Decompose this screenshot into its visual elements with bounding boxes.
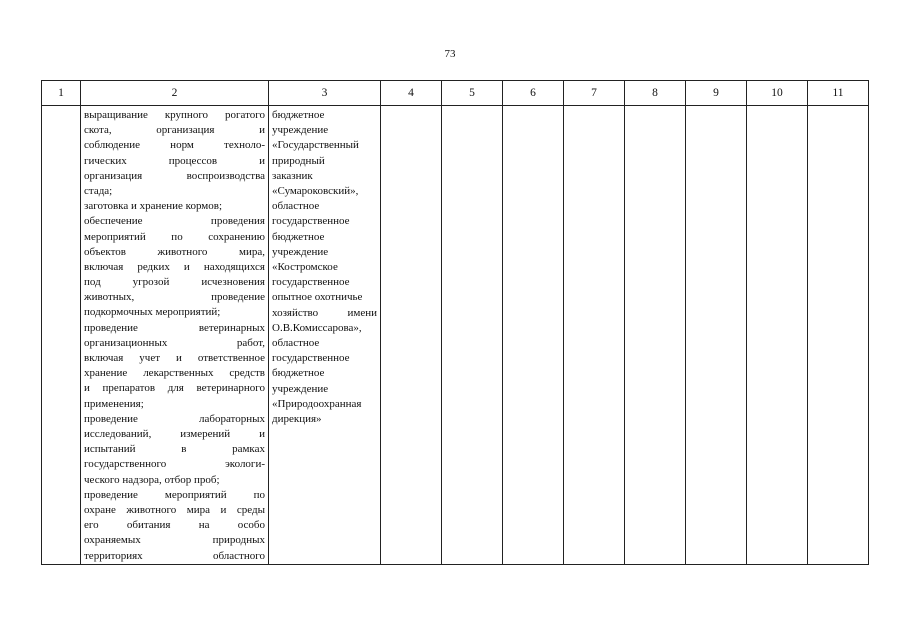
text-line: заготовка и хранение кормов; [84,200,223,213]
text-line: дирекция» [272,413,322,426]
text-line: проведение мероприятий по [84,488,265,501]
text-line: государственного экологи- [84,458,265,471]
column-header-9: 9 [686,81,747,106]
column-header-1: 1 [42,81,81,106]
page-number: 73 [444,48,456,60]
text-line: природный [272,154,325,167]
text-line: гических процессов и [84,154,265,167]
text-line: государственное [272,352,350,365]
text-line: животных, проведение [84,291,265,304]
text-line: выращивание крупного рогатого [84,109,265,121]
text-line: хозяйство имени [272,306,377,319]
text-line: организационных работ, [84,336,265,349]
text-line: и препаратов для ветеринарного [84,382,265,395]
text-line: обеспечение проведения [84,215,265,228]
cell-col-6 [503,106,564,565]
text-line: заказник [272,169,313,182]
text-line: применения; [84,397,144,410]
text-line: опытное охотничье [272,291,363,304]
text-line: стада; [84,184,113,197]
text-line: территориях областного [84,549,265,562]
text-line: О.В.Комиссарова», [272,321,362,334]
cell-col-4 [381,106,442,565]
text-line: под угрозой исчезновения [84,276,265,289]
text-line: ческого надзора, отбор проб; [84,473,220,486]
cell-col-3-institutions [269,106,381,565]
activities-text [84,108,265,564]
cell-col-11 [808,106,869,565]
text-line: бюджетное [272,230,325,243]
text-line: мероприятий по сохранению [84,230,265,243]
text-line: областное [272,200,320,213]
text-line: хранение лекарственных средств [84,367,265,380]
text-line: государственное [272,276,350,289]
text-line: учреждение [272,245,329,258]
column-header-11: 11 [808,81,869,106]
text-line: учреждение [272,124,329,137]
text-line: «Сумароковский», [272,185,359,198]
text-line: проведение лабораторных [84,412,265,425]
document-table [41,80,869,565]
text-line: подкормочных мероприятий; [84,306,221,319]
cell-col-10 [747,106,808,565]
cell-col-2-activities [81,106,269,565]
text-line: соблюдение норм техноло- [84,139,265,152]
institutions-text [272,108,377,427]
text-line: включая учет и ответственное [84,352,265,365]
text-line: бюджетное [272,367,325,380]
column-header-3: 3 [269,81,381,106]
column-header-8: 8 [625,81,686,106]
text-line: испытаний в рамках [84,443,265,456]
text-line: «Государственный [272,139,359,152]
table-header-row [42,81,869,106]
text-line: скота, организация и [84,124,265,137]
text-line: включая редких и находящихся [84,260,265,273]
cell-col-8 [625,106,686,565]
column-header-10: 10 [747,81,808,106]
cell-col-5 [442,106,503,565]
text-line: объектов животного мира, [84,245,265,258]
text-line: исследований, измерений и [84,428,265,440]
column-header-2: 2 [81,81,269,106]
cell-col-7 [564,106,625,565]
text-line: бюджетное [272,109,325,121]
text-line: организация воспроизводства [84,169,265,182]
column-header-4: 4 [381,81,442,106]
text-line: охраняемых природных [84,534,265,547]
column-header-7: 7 [564,81,625,106]
table-row [42,106,869,565]
text-line: охране животного мира и среды [84,503,265,516]
column-header-6: 6 [503,81,564,106]
text-line: проведение ветеринарных [84,321,265,334]
cell-col-9 [686,106,747,565]
text-line: «Природоохранная [272,397,362,410]
column-header-5: 5 [442,81,503,106]
text-line: «Костромское [272,261,338,274]
text-line: учреждение [272,382,329,395]
text-line: областное [272,337,320,350]
text-line: его обитания на особо [84,519,265,532]
text-line: государственное [272,215,350,228]
cell-col-1 [42,106,81,565]
